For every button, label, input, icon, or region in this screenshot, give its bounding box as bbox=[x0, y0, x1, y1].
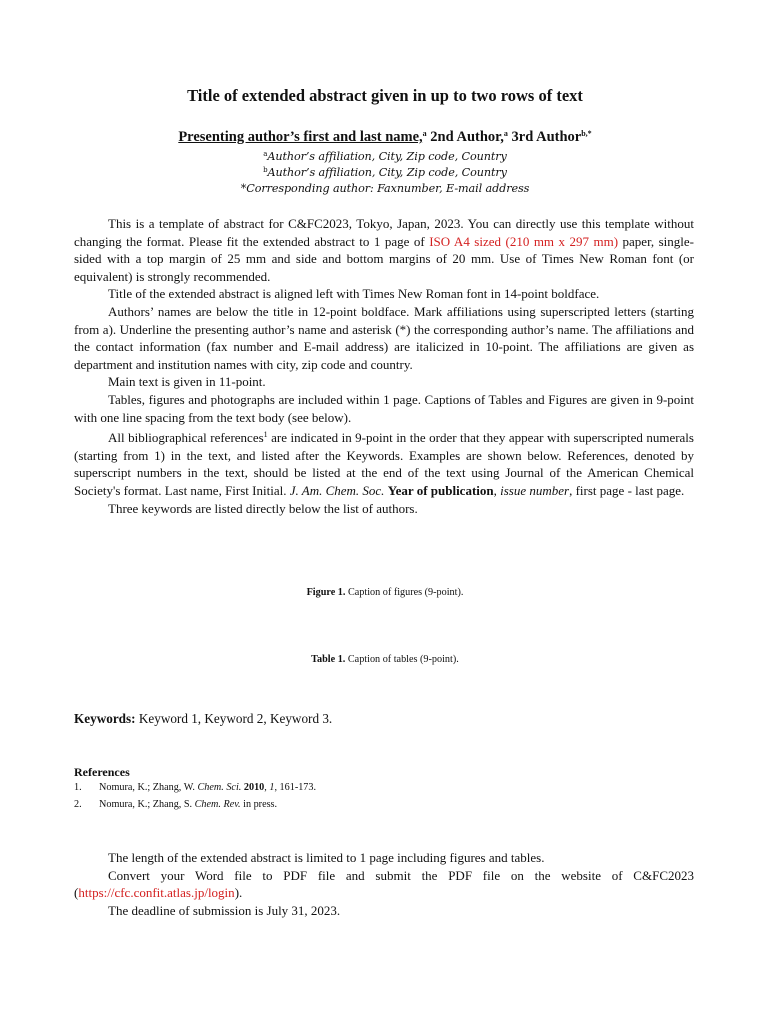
affiliation-letter: b bbox=[263, 166, 268, 174]
affiliation-mark: a bbox=[503, 129, 508, 138]
main-text bbox=[74, 215, 694, 517]
reference-item: 2. Nomura, K.; Zhang, S. Chem. Rev. in press. bbox=[74, 799, 278, 810]
paragraph: Main text is given in 11-point. bbox=[108, 374, 266, 390]
paragraph: Authors’ names are below the title in 12-point boldface. Mark affiliations using superscripted letters (starting from a). Underline the presenting author’s name and asterisk (*) the corresponding author’s name. The affiliations and the contact information (fax number and E-mail address) are italicized in 10-point. The affiliations are given as department and institution names with city, zip code and country. bbox=[74, 303, 694, 372]
page-title: Title of extended abstract given in up to two rows of text bbox=[187, 86, 583, 105]
paragraph: This is a template of abstract for C&FC2023, Tokyo, Japan, 2023. You can directly use this template without changing the format. Please fit the extended abstract to 1 page of ISO A4 sized (210 mm x 297 mm) paper, single-sided with a top margin of 25 mm and side and bottom margins of 20 mm. Use of Times New Roman font (or equivalent) is strongly recommended. bbox=[74, 216, 694, 284]
closing-text bbox=[74, 849, 694, 919]
presenting-author: Presenting author’s first and last name, bbox=[178, 129, 423, 145]
submission-link[interactable]: https://cfc.confit.atlas.jp/login bbox=[78, 885, 235, 901]
affiliation-a bbox=[0, 150, 770, 163]
reference-item: 1. Nomura, K.; Zhang, W. Chem. Sci. 2010, 1, 161-173. bbox=[74, 782, 317, 793]
figure-caption: Figure 1. Caption of figures (9-point). bbox=[306, 587, 464, 598]
paragraph: The length of the extended abstract is limited to 1 page including figures and tables. bbox=[108, 850, 545, 865]
paragraph: Convert your Word file to PDF file and submit the PDF file on the website of C&FC2023 (https://cfc.confit.atlas.jp/login). bbox=[74, 867, 694, 901]
affiliation-letter: a bbox=[263, 150, 268, 158]
keywords: Keywords: Keyword 1, Keyword 2, Keyword 3. bbox=[74, 711, 333, 726]
paragraph: The deadline of submission is July 31, 2023. bbox=[108, 902, 341, 918]
affiliation-text: Author’s affiliation, City, Zip code, Country bbox=[267, 150, 507, 163]
references-heading: References bbox=[74, 765, 130, 779]
reference-mark: 1 bbox=[263, 430, 268, 440]
page-size-highlight: ISO A4 sized (210 mm x 297 mm) bbox=[429, 233, 619, 249]
author-line bbox=[0, 129, 770, 146]
table-caption: Table 1. Caption of tables (9-point). bbox=[311, 654, 459, 665]
corresponding-author: *Corresponding author: Faxnumber, E-mail address bbox=[240, 182, 530, 195]
paragraph: Title of the extended abstract is aligned left with Times New Roman font in 14-point boldface. bbox=[108, 286, 600, 302]
affiliation-text: Author’s affiliation, City, Zip code, Country bbox=[267, 166, 507, 179]
third-author: 3rd Author bbox=[507, 129, 582, 145]
affiliation-b bbox=[0, 166, 770, 179]
paragraph: Tables, figures and photographs are included within 1 page. Captions of Tables and Figures are given in 9-point with one line spacing from the text body (see below). bbox=[74, 391, 694, 425]
paragraph: All bibliographical references$^1$ are indicated in 9-point in the order that they appear with superscripted numerals (starting from 1) in the text, and listed after the Keywords. Examples are shown below. References, denoted by superscript numbers in the text, should be listed at the end of the text using Journal of the American Chemical Society's format. Last name, First Initial. J. Am. Chem. Soc. Year of publication, issue number, first page - last page. bbox=[74, 430, 694, 498]
affiliation-mark: a bbox=[422, 129, 427, 138]
affiliation-mark: b,* bbox=[581, 129, 592, 138]
second-author: 2nd Author, bbox=[426, 129, 504, 145]
paragraph: Three keywords are listed directly below the list of authors. bbox=[108, 500, 418, 516]
